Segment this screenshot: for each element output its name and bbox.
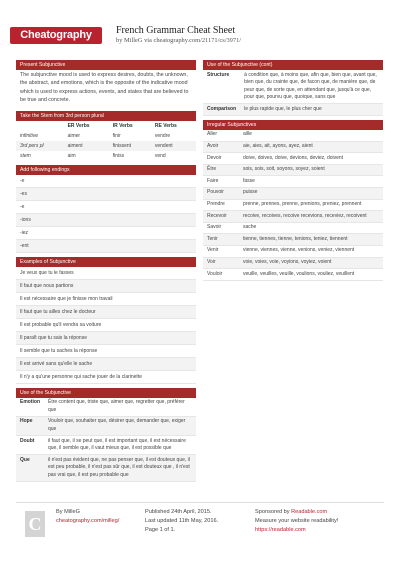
column-header: RE Verbs (154, 122, 177, 129)
section-heading: Take the Stem from 3rd person plural (16, 111, 196, 121)
row-key: Vouloir (203, 269, 239, 281)
row-value: sois, sois, soit, soyons, soyez, soient (239, 164, 383, 176)
list-item: Il n'y a qu'une personne qui sache jouer de la clarinette (16, 371, 196, 384)
section-heading: Examples of Subjunctive (16, 257, 196, 267)
list-item: -ions (16, 214, 196, 227)
row-value: aie, aies, ait, ayons, ayez, aient (239, 141, 383, 153)
table-row (203, 234, 383, 246)
author-link[interactable]: MilleG (124, 37, 143, 44)
table-row (16, 455, 196, 482)
footer-sponsor-block (255, 508, 338, 535)
table-row (203, 176, 383, 188)
table-row (16, 151, 196, 161)
table-row (203, 257, 383, 269)
row-value: recoive, recoives, recoive recevions, receviez, recoivent (239, 211, 383, 223)
footer-author-line (56, 508, 119, 517)
footer-by-label: By (56, 509, 65, 515)
footer-author-block (56, 508, 119, 526)
section-heading: Irregular Subjunctives (203, 120, 383, 130)
sponsor-text: Measure your website readability! (255, 518, 339, 524)
table-cell: infinitive (20, 132, 39, 139)
row-value: aille (239, 130, 383, 141)
page-header (0, 0, 400, 52)
table-cell: 3rd pers pl (16, 141, 64, 151)
table-row (16, 141, 196, 151)
row-key: Voir (203, 257, 239, 269)
byline-by: by (116, 37, 124, 44)
row-value: doive, doives, doive, devions, deviez, doivent (239, 153, 383, 165)
sheet-url-link[interactable]: cheatography.com/21171/cs/3971/ (153, 37, 242, 44)
section-heading: Present Subjunctive (16, 60, 196, 70)
updated-date: Last updated 11th May, 2016. (145, 518, 219, 524)
list-item: Il semble que tu saches la réponse (16, 345, 196, 358)
use-subjunctive-box (16, 388, 196, 482)
table-row (203, 245, 383, 257)
section-heading: Use of the Subjunctive (cont) (203, 60, 383, 70)
use-subjunctive-cont-table (203, 70, 383, 116)
examples-box (16, 257, 196, 384)
sponsor-url-link[interactable]: https://readable.com (255, 527, 306, 533)
table-row (203, 153, 383, 165)
list-item: Il est nécessaire que je finisse mon travail (16, 293, 196, 306)
list-item: Il faut que nous partions (16, 280, 196, 293)
page-title: French Grammar Cheat Sheet (116, 25, 236, 36)
table-cell: finiss (112, 152, 125, 159)
irregular-table (203, 130, 383, 281)
table-cell: finissent (109, 141, 151, 151)
sponsor-prefix: Sponsored by (255, 509, 292, 515)
row-key: Hope (16, 416, 44, 435)
row-value: il faut que, il se peut que, il est important que, il est nécessaire que, il semble que, il vaut mieux que, il est possible que (44, 436, 196, 455)
list-item: Il faut que tu ailles chez le docteur (16, 306, 196, 319)
list-item: -es (16, 188, 196, 201)
table-row (16, 416, 196, 435)
row-key: Tenir (203, 234, 239, 246)
table-row (203, 199, 383, 211)
row-key: Doubt (16, 436, 44, 455)
use-subjunctive-cont-box (203, 60, 383, 116)
footer-divider (16, 502, 384, 503)
section-text: The subjunctive mood is used to express desires, doubts, the unknown, the abstract, and emotions, which is the opposite of the indicative mood which is used to express actions, events, and states that are believed to be true and concrete. (20, 72, 189, 104)
table-row (16, 398, 196, 417)
author-avatar[interactable]: C (25, 511, 45, 537)
row-value: Être content que, triste que, aimer que, regretter que, préférer que (44, 398, 196, 417)
section-heading: Add following endings (16, 165, 196, 175)
stem-box (16, 111, 196, 161)
published-date: Published 24th April, 2015. (145, 509, 212, 515)
row-key: Recevoir (203, 211, 239, 223)
row-key: Structure (203, 70, 240, 104)
table-row (16, 436, 196, 455)
list-item: -iez (16, 227, 196, 240)
row-value: à condition que, à moins que, afin que, bien que, avant que, bien que, du crainte que, de facon que, de manière que, de peur que, de sorte que, en attendant que, jusqu'à ce que, pour que, pourvu que, quoique, sans que (240, 70, 383, 104)
table-row (203, 141, 383, 153)
table-row (203, 70, 383, 104)
table-cell: vendre (154, 132, 171, 139)
row-value: Vouloir que, souhaiter que, désirer que, demander que, exiger que (44, 416, 196, 435)
row-value: il n'est pas évident que, ne pas penser que, il est douteux que, il est peu probable, il n'est pas sûr que, il est douteux que , il n'est pas vrai que, il est peu probable que (44, 455, 196, 482)
author-profile-link[interactable]: cheatography.com/milleg/ (56, 518, 120, 524)
row-value: sache (239, 222, 383, 234)
row-key: Faire (203, 176, 239, 188)
table-row (203, 211, 383, 223)
byline (116, 37, 241, 44)
irregular-box (203, 120, 383, 281)
row-value: voie, voies, voie, voyions, voyiez, voient (239, 257, 383, 269)
footer-author-name: MilleG (64, 509, 80, 515)
table-header-row (16, 121, 196, 131)
list-item: Il est arrivé sans qu'elle le sache (16, 358, 196, 371)
left-column (16, 60, 196, 486)
row-key: Savoir (203, 222, 239, 234)
row-value: veuille, veuilles, veuille, voulions, vouliez, veuillent (239, 269, 383, 281)
column-header (16, 121, 64, 131)
byline-via: via (142, 37, 154, 44)
row-key: Emotion (16, 398, 44, 417)
table-cell: aimer (67, 132, 81, 139)
present-subjunctive-box (16, 60, 196, 107)
list-item: Il paraît que tu sais la réponse (16, 332, 196, 345)
row-key: Devoir (203, 153, 239, 165)
stem-table (16, 121, 196, 161)
table-row (16, 131, 196, 141)
row-value: puisse (239, 187, 383, 199)
column-header: IR Verbs (112, 122, 133, 129)
table-row (203, 104, 383, 116)
row-key: Venir (203, 245, 239, 257)
page-count: Page 1 of 1. (145, 527, 176, 533)
cheatography-logo[interactable]: Cheatography (10, 27, 102, 44)
row-key: Être (203, 164, 239, 176)
right-column (203, 60, 383, 285)
table-row (203, 269, 383, 281)
page-footer (0, 502, 400, 566)
table-row (203, 222, 383, 234)
section-heading: Use of the Subjunctive (16, 388, 196, 398)
table-cell: vendent (151, 141, 196, 151)
row-value: tienne, tiennes, tienne, tenions, teniez, tiennent (239, 234, 383, 246)
row-key: Prendre (203, 199, 239, 211)
list-item: -e (16, 175, 196, 188)
sponsor-name-link[interactable]: Readable.com (291, 509, 328, 515)
list-item: -e (16, 201, 196, 214)
list-item: Je veux que tu le fasses (16, 267, 196, 280)
table-cell: stem (20, 152, 31, 159)
row-key: Aller (203, 130, 239, 141)
table-cell: vend (154, 152, 166, 159)
list-item: -ent (16, 240, 196, 253)
row-value: prenne, prennes, prenne, prenions, preniez, prennent (239, 199, 383, 211)
footer-dates-block (145, 508, 218, 535)
row-value: vienne, viennes, vienne, venions, veniez, viennent (239, 245, 383, 257)
row-key: Que (16, 455, 44, 482)
sponsor-line (255, 508, 338, 517)
table-cell: aim (67, 152, 76, 159)
list-item: Il est probable qu'il vendra sa voiture (16, 319, 196, 332)
endings-box (16, 165, 196, 253)
row-key: Avoir (203, 141, 239, 153)
table-cell: aiment (64, 141, 109, 151)
table-row (203, 130, 383, 141)
table-row (203, 187, 383, 199)
use-subjunctive-table (16, 398, 196, 482)
row-key: Comparison (203, 104, 240, 116)
row-key: Pouvoir (203, 187, 239, 199)
row-value: fasse (239, 176, 383, 188)
table-cell: finir (112, 132, 121, 139)
row-value: le plus rapide que, le plus cher que (240, 104, 383, 116)
table-row (203, 164, 383, 176)
column-header: ER Verbs (67, 122, 90, 129)
